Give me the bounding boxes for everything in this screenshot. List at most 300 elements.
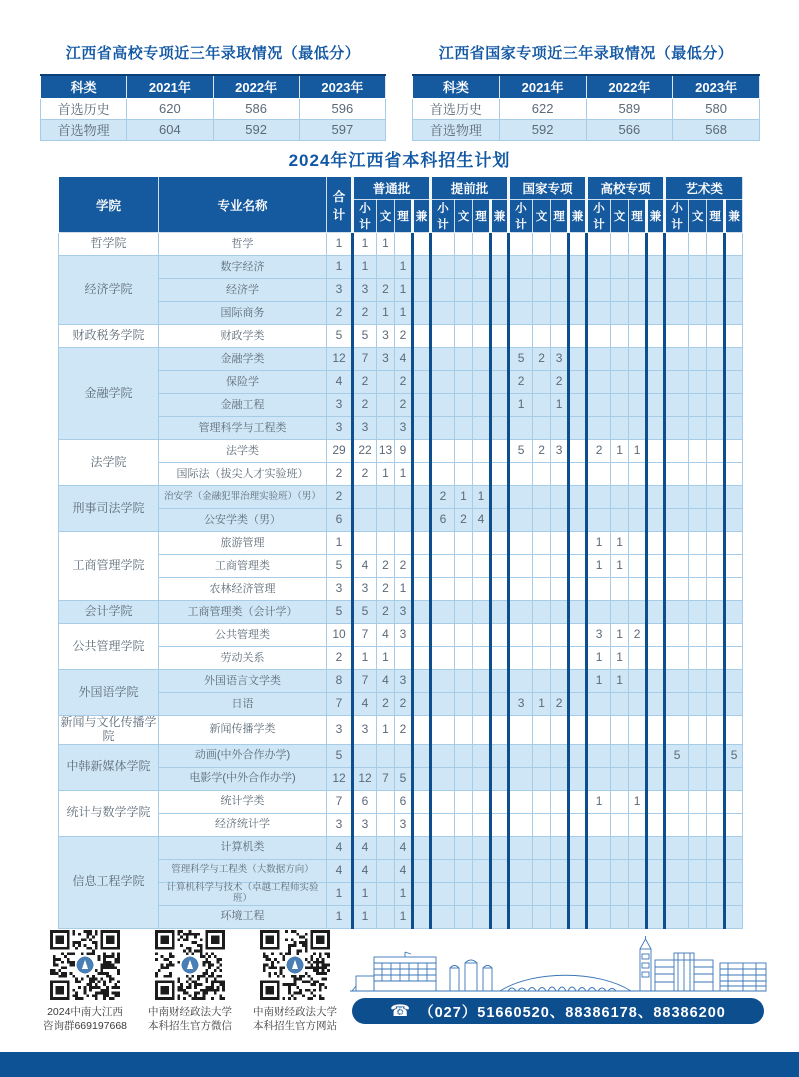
qr-item-official-website bbox=[246, 930, 344, 1033]
plan-count-cell: 2 bbox=[509, 371, 533, 394]
plan-count-cell bbox=[533, 325, 551, 348]
plan-count-cell bbox=[509, 767, 533, 790]
plan-count-cell: 1 bbox=[353, 905, 377, 928]
plan-count-cell bbox=[587, 279, 611, 302]
table-row bbox=[59, 693, 743, 716]
subcol-header: 小计 bbox=[587, 200, 611, 233]
plan-count-cell bbox=[491, 905, 509, 928]
plan-count-cell bbox=[455, 767, 473, 790]
plan-count-cell: 1 bbox=[611, 670, 629, 693]
plan-count-cell bbox=[473, 767, 491, 790]
mini-table-header: 2022年 bbox=[213, 75, 299, 98]
plan-count-cell bbox=[491, 463, 509, 486]
college-cell: 中韩新媒体学院 bbox=[59, 744, 159, 790]
plan-count-cell bbox=[431, 790, 455, 813]
plan-count-cell bbox=[611, 836, 629, 859]
plan-count-cell bbox=[629, 601, 647, 624]
total-cell: 3 bbox=[327, 813, 353, 836]
plan-count-cell bbox=[689, 417, 707, 440]
plan-count-cell bbox=[707, 882, 725, 905]
table-row bbox=[59, 394, 743, 417]
subcol-header: 兼 bbox=[413, 200, 431, 233]
plan-count-cell: 1 bbox=[377, 716, 395, 745]
plan-count-cell bbox=[569, 256, 587, 279]
plan-count-cell bbox=[491, 859, 509, 882]
mini-table-header: 2022年 bbox=[586, 75, 673, 98]
plan-count-cell bbox=[551, 790, 569, 813]
plan-count-cell: 5 bbox=[665, 744, 689, 767]
plan-count-cell bbox=[611, 256, 629, 279]
plan-count-cell bbox=[629, 233, 647, 256]
plan-count-cell bbox=[689, 279, 707, 302]
plan-count-cell bbox=[491, 486, 509, 509]
plan-count-cell bbox=[629, 532, 647, 555]
plan-count-cell bbox=[665, 509, 689, 532]
total-cell: 6 bbox=[327, 509, 353, 532]
plan-count-cell bbox=[377, 256, 395, 279]
plan-count-cell bbox=[665, 256, 689, 279]
plan-count-cell bbox=[551, 256, 569, 279]
plan-count-cell bbox=[413, 463, 431, 486]
plan-count-cell bbox=[569, 440, 587, 463]
total-cell: 1 bbox=[327, 532, 353, 555]
plan-count-cell bbox=[491, 578, 509, 601]
major-cell: 旅游管理 bbox=[159, 532, 327, 555]
plan-count-cell bbox=[491, 647, 509, 670]
plan-count-cell bbox=[551, 716, 569, 745]
mini-table-cell: 597 bbox=[299, 119, 385, 140]
plan-count-cell bbox=[455, 325, 473, 348]
plan-count-cell: 1 bbox=[377, 647, 395, 670]
major-cell: 公安学类（男） bbox=[159, 509, 327, 532]
plan-count-cell bbox=[533, 882, 551, 905]
plan-count-cell bbox=[665, 325, 689, 348]
plan-count-cell bbox=[377, 394, 395, 417]
plan-count-cell bbox=[509, 744, 533, 767]
plan-count-cell: 2 bbox=[395, 716, 413, 745]
plan-count-cell bbox=[587, 716, 611, 745]
plan-count-cell bbox=[569, 716, 587, 745]
plan-count-cell bbox=[707, 509, 725, 532]
plan-count-cell bbox=[725, 693, 743, 716]
plan-count-cell bbox=[665, 371, 689, 394]
plan-count-cell: 1 bbox=[629, 440, 647, 463]
plan-count-cell bbox=[569, 647, 587, 670]
plan-count-cell bbox=[431, 325, 455, 348]
plan-count-cell bbox=[587, 693, 611, 716]
plan-count-cell bbox=[689, 325, 707, 348]
mini-table-cell: 568 bbox=[673, 119, 760, 140]
plan-count-cell: 1 bbox=[377, 233, 395, 256]
table-row bbox=[59, 647, 743, 670]
plan-count-cell bbox=[509, 302, 533, 325]
plan-count-cell bbox=[455, 882, 473, 905]
plan-count-cell bbox=[629, 716, 647, 745]
plan-count-cell bbox=[413, 744, 431, 767]
qr-caption-line2: 咨询群669197668 bbox=[42, 1020, 128, 1033]
plan-count-cell bbox=[509, 670, 533, 693]
plan-count-cell bbox=[725, 233, 743, 256]
plan-count-cell bbox=[707, 233, 725, 256]
plan-count-cell bbox=[473, 836, 491, 859]
plan-count-cell: 1 bbox=[587, 670, 611, 693]
plan-count-cell bbox=[413, 348, 431, 371]
mini-table-cell: 589 bbox=[586, 98, 673, 119]
plan-count-cell bbox=[569, 624, 587, 647]
plan-count-cell: 7 bbox=[353, 348, 377, 371]
subcol-header: 文 bbox=[455, 200, 473, 233]
plan-count-cell bbox=[551, 905, 569, 928]
plan-count-cell bbox=[665, 578, 689, 601]
plan-count-cell bbox=[689, 394, 707, 417]
plan-count-cell bbox=[707, 302, 725, 325]
plan-count-cell bbox=[509, 882, 533, 905]
plan-count-cell bbox=[491, 509, 509, 532]
plan-count-cell bbox=[689, 905, 707, 928]
plan-count-cell: 1 bbox=[611, 532, 629, 555]
plan-count-cell bbox=[491, 394, 509, 417]
plan-count-cell bbox=[629, 256, 647, 279]
plan-count-cell: 13 bbox=[377, 440, 395, 463]
plan-count-cell: 3 bbox=[353, 279, 377, 302]
plan-count-cell bbox=[629, 859, 647, 882]
subcol-header: 理 bbox=[473, 200, 491, 233]
plan-count-cell bbox=[413, 882, 431, 905]
plan-count-cell bbox=[455, 279, 473, 302]
total-cell: 1 bbox=[327, 882, 353, 905]
subcol-header: 理 bbox=[707, 200, 725, 233]
plan-count-cell bbox=[551, 555, 569, 578]
plan-count-cell: 1 bbox=[377, 463, 395, 486]
plan-count-cell bbox=[533, 555, 551, 578]
plan-count-cell bbox=[725, 325, 743, 348]
plan-count-cell bbox=[707, 693, 725, 716]
plan-count-cell bbox=[491, 279, 509, 302]
plan-count-cell bbox=[533, 532, 551, 555]
plan-count-cell bbox=[611, 394, 629, 417]
plan-count-cell bbox=[551, 233, 569, 256]
plan-count-cell: 4 bbox=[473, 509, 491, 532]
plan-count-cell: 4 bbox=[377, 624, 395, 647]
total-cell: 4 bbox=[327, 836, 353, 859]
major-cell: 计算机类 bbox=[159, 836, 327, 859]
plan-count-cell bbox=[629, 325, 647, 348]
plan-count-cell bbox=[491, 882, 509, 905]
total-cell: 3 bbox=[327, 716, 353, 745]
college-cell: 刑事司法学院 bbox=[59, 486, 159, 532]
plan-count-cell bbox=[587, 417, 611, 440]
plan-count-cell bbox=[611, 325, 629, 348]
major-cell: 环境工程 bbox=[159, 905, 327, 928]
table-row bbox=[59, 256, 743, 279]
plan-count-cell bbox=[413, 859, 431, 882]
plan-count-cell bbox=[587, 233, 611, 256]
major-column-header: 专业名称 bbox=[159, 177, 327, 233]
phone-bar bbox=[352, 998, 764, 1024]
plan-count-cell bbox=[533, 744, 551, 767]
plan-count-cell: 1 bbox=[395, 882, 413, 905]
plan-count-cell bbox=[629, 302, 647, 325]
plan-count-cell: 2 bbox=[377, 693, 395, 716]
plan-count-cell: 3 bbox=[551, 348, 569, 371]
plan-count-cell bbox=[647, 693, 665, 716]
total-cell: 3 bbox=[327, 279, 353, 302]
table-row bbox=[59, 905, 743, 928]
plan-count-cell bbox=[707, 371, 725, 394]
plan-count-cell bbox=[395, 744, 413, 767]
plan-count-cell: 2 bbox=[377, 279, 395, 302]
plan-count-cell bbox=[569, 509, 587, 532]
plan-count-cell bbox=[725, 905, 743, 928]
plan-count-cell bbox=[533, 394, 551, 417]
plan-count-cell: 4 bbox=[353, 693, 377, 716]
plan-count-cell bbox=[629, 836, 647, 859]
plan-count-cell bbox=[611, 790, 629, 813]
plan-count-cell bbox=[707, 647, 725, 670]
plan-count-cell bbox=[725, 256, 743, 279]
plan-count-cell bbox=[533, 233, 551, 256]
total-cell: 2 bbox=[327, 463, 353, 486]
plan-count-cell bbox=[689, 790, 707, 813]
plan-count-cell bbox=[473, 302, 491, 325]
total-cell: 1 bbox=[327, 256, 353, 279]
subcol-header: 小计 bbox=[665, 200, 689, 233]
plan-count-cell bbox=[491, 325, 509, 348]
total-column-header: 合计 bbox=[327, 177, 353, 233]
qr-caption-line1: 2024中南大江西 bbox=[47, 1006, 123, 1018]
plan-count-cell bbox=[491, 371, 509, 394]
phone-numbers: （027）51660520、88386178、88386200 bbox=[419, 1004, 726, 1021]
college-cell: 新闻与文化传播学院 bbox=[60, 715, 157, 743]
plan-count-cell bbox=[569, 394, 587, 417]
plan-count-cell bbox=[647, 348, 665, 371]
plan-count-cell bbox=[551, 670, 569, 693]
major-cell: 经济学 bbox=[159, 279, 327, 302]
mini-table-header: 2023年 bbox=[673, 75, 760, 98]
plan-count-cell bbox=[509, 836, 533, 859]
table-row bbox=[59, 532, 743, 555]
plan-count-cell bbox=[491, 417, 509, 440]
plan-count-cell bbox=[491, 532, 509, 555]
plan-count-cell: 1 bbox=[611, 624, 629, 647]
plan-count-cell bbox=[377, 836, 395, 859]
plan-count-cell bbox=[551, 767, 569, 790]
plan-count-cell bbox=[707, 279, 725, 302]
plan-count-cell bbox=[455, 233, 473, 256]
college-cell: 外国语学院 bbox=[59, 670, 159, 716]
plan-count-cell bbox=[491, 744, 509, 767]
plan-count-cell bbox=[689, 882, 707, 905]
plan-count-cell bbox=[413, 905, 431, 928]
plan-count-cell bbox=[455, 463, 473, 486]
plan-count-cell bbox=[707, 790, 725, 813]
plan-count-cell bbox=[569, 905, 587, 928]
plan-count-cell bbox=[707, 348, 725, 371]
qr-caption-line1: 中南财经政法大学 bbox=[148, 1006, 232, 1018]
plan-count-cell bbox=[611, 371, 629, 394]
plan-count-cell bbox=[455, 624, 473, 647]
plan-count-cell bbox=[551, 647, 569, 670]
plan-count-cell bbox=[611, 813, 629, 836]
table-row bbox=[59, 555, 743, 578]
plan-count-cell: 4 bbox=[377, 670, 395, 693]
plan-count-cell bbox=[413, 813, 431, 836]
major-cell: 工商管理类（会计学） bbox=[159, 601, 327, 624]
total-cell: 2 bbox=[327, 647, 353, 670]
plan-count-cell bbox=[455, 256, 473, 279]
qr-item-official-wechat bbox=[141, 930, 239, 1033]
plan-count-cell bbox=[689, 371, 707, 394]
plan-count-cell bbox=[725, 486, 743, 509]
total-cell: 4 bbox=[327, 859, 353, 882]
plan-count-cell bbox=[629, 371, 647, 394]
plan-count-cell bbox=[533, 647, 551, 670]
plan-count-cell bbox=[569, 790, 587, 813]
plan-count-cell bbox=[569, 532, 587, 555]
plan-count-cell bbox=[431, 767, 455, 790]
table-row bbox=[59, 859, 743, 882]
plan-count-cell bbox=[509, 325, 533, 348]
plan-count-cell bbox=[455, 836, 473, 859]
plan-count-cell bbox=[455, 790, 473, 813]
university-special-plan-table bbox=[40, 74, 386, 141]
major-cell: 财政学类 bbox=[159, 325, 327, 348]
plan-count-cell bbox=[647, 790, 665, 813]
plan-count-cell bbox=[551, 279, 569, 302]
plan-count-cell bbox=[551, 882, 569, 905]
plan-count-cell bbox=[725, 532, 743, 555]
plan-count-cell: 2 bbox=[533, 440, 551, 463]
plan-count-cell bbox=[647, 624, 665, 647]
plan-count-cell bbox=[509, 555, 533, 578]
plan-count-cell bbox=[707, 417, 725, 440]
major-cell: 金融工程 bbox=[159, 394, 327, 417]
plan-count-cell bbox=[665, 790, 689, 813]
plan-count-cell bbox=[455, 578, 473, 601]
plan-count-cell bbox=[725, 371, 743, 394]
plan-count-cell: 1 bbox=[395, 302, 413, 325]
plan-count-cell bbox=[629, 394, 647, 417]
plan-count-cell bbox=[611, 578, 629, 601]
plan-count-cell: 12 bbox=[353, 767, 377, 790]
plan-count-cell: 5 bbox=[353, 325, 377, 348]
plan-count-cell bbox=[665, 532, 689, 555]
plan-count-cell bbox=[533, 813, 551, 836]
plan-count-cell bbox=[353, 486, 377, 509]
plan-count-cell: 1 bbox=[377, 302, 395, 325]
table-row bbox=[59, 744, 743, 767]
plan-count-cell bbox=[629, 279, 647, 302]
plan-count-cell bbox=[647, 905, 665, 928]
plan-count-cell bbox=[611, 859, 629, 882]
plan-count-cell bbox=[707, 716, 725, 745]
plan-count-cell bbox=[707, 440, 725, 463]
plan-count-cell bbox=[725, 279, 743, 302]
plan-count-cell: 9 bbox=[395, 440, 413, 463]
plan-count-cell bbox=[707, 744, 725, 767]
total-cell: 2 bbox=[327, 302, 353, 325]
plan-count-cell: 5 bbox=[509, 348, 533, 371]
plan-count-cell bbox=[377, 371, 395, 394]
plan-count-cell bbox=[395, 233, 413, 256]
plan-count-cell bbox=[725, 790, 743, 813]
plan-count-cell bbox=[431, 440, 455, 463]
plan-count-cell: 1 bbox=[353, 882, 377, 905]
major-cell: 经济统计学 bbox=[159, 813, 327, 836]
college-cell: 公共管理学院 bbox=[59, 624, 159, 670]
plan-count-cell bbox=[647, 578, 665, 601]
plan-count-cell bbox=[491, 624, 509, 647]
plan-count-cell bbox=[431, 905, 455, 928]
plan-count-cell bbox=[473, 744, 491, 767]
plan-count-cell bbox=[689, 486, 707, 509]
plan-count-cell bbox=[473, 670, 491, 693]
plan-count-cell bbox=[725, 578, 743, 601]
table-row bbox=[59, 302, 743, 325]
plan-count-cell bbox=[509, 233, 533, 256]
plan-count-cell bbox=[413, 417, 431, 440]
plan-count-cell: 1 bbox=[587, 532, 611, 555]
plan-count-cell bbox=[377, 905, 395, 928]
plan-count-cell bbox=[455, 647, 473, 670]
plan-count-cell bbox=[725, 463, 743, 486]
total-cell: 7 bbox=[327, 790, 353, 813]
plan-count-cell bbox=[611, 233, 629, 256]
plan-count-cell bbox=[377, 532, 395, 555]
batch-group-header: 国家专项 bbox=[509, 177, 587, 200]
plan-count-cell bbox=[509, 256, 533, 279]
plan-count-cell: 2 bbox=[377, 578, 395, 601]
plan-count-cell bbox=[431, 417, 455, 440]
plan-count-cell bbox=[413, 647, 431, 670]
plan-count-cell bbox=[509, 578, 533, 601]
admissions-plan-table bbox=[58, 176, 743, 929]
college-cell: 哲学院 bbox=[59, 233, 159, 256]
plan-count-cell bbox=[551, 836, 569, 859]
mini-table-cell: 604 bbox=[127, 119, 213, 140]
plan-count-cell bbox=[431, 647, 455, 670]
plan-count-cell: 3 bbox=[353, 813, 377, 836]
plan-count-cell bbox=[413, 233, 431, 256]
table-row bbox=[59, 509, 743, 532]
plan-count-cell bbox=[629, 905, 647, 928]
plan-count-cell bbox=[473, 256, 491, 279]
plan-count-cell bbox=[647, 532, 665, 555]
plan-count-cell bbox=[611, 486, 629, 509]
plan-count-cell bbox=[551, 813, 569, 836]
plan-count-cell bbox=[725, 601, 743, 624]
plan-count-cell: 3 bbox=[353, 417, 377, 440]
plan-count-cell bbox=[647, 302, 665, 325]
plan-count-cell bbox=[665, 767, 689, 790]
plan-count-cell: 1 bbox=[587, 555, 611, 578]
plan-count-cell bbox=[725, 716, 743, 745]
plan-count-cell: 3 bbox=[395, 417, 413, 440]
mini-table-cell: 首选物理 bbox=[41, 119, 127, 140]
plan-count-cell bbox=[611, 693, 629, 716]
plan-count-cell bbox=[665, 233, 689, 256]
plan-count-cell bbox=[431, 744, 455, 767]
qr-item-consult-group bbox=[36, 930, 134, 1033]
plan-count-cell: 1 bbox=[587, 647, 611, 670]
national-special-plan-table bbox=[412, 74, 760, 141]
plan-count-cell: 4 bbox=[353, 555, 377, 578]
plan-count-cell bbox=[431, 859, 455, 882]
plan-count-cell bbox=[395, 532, 413, 555]
plan-count-cell bbox=[647, 836, 665, 859]
major-cell: 管理科学与工程类（大数据方向） bbox=[159, 859, 327, 882]
table-row bbox=[41, 119, 386, 140]
